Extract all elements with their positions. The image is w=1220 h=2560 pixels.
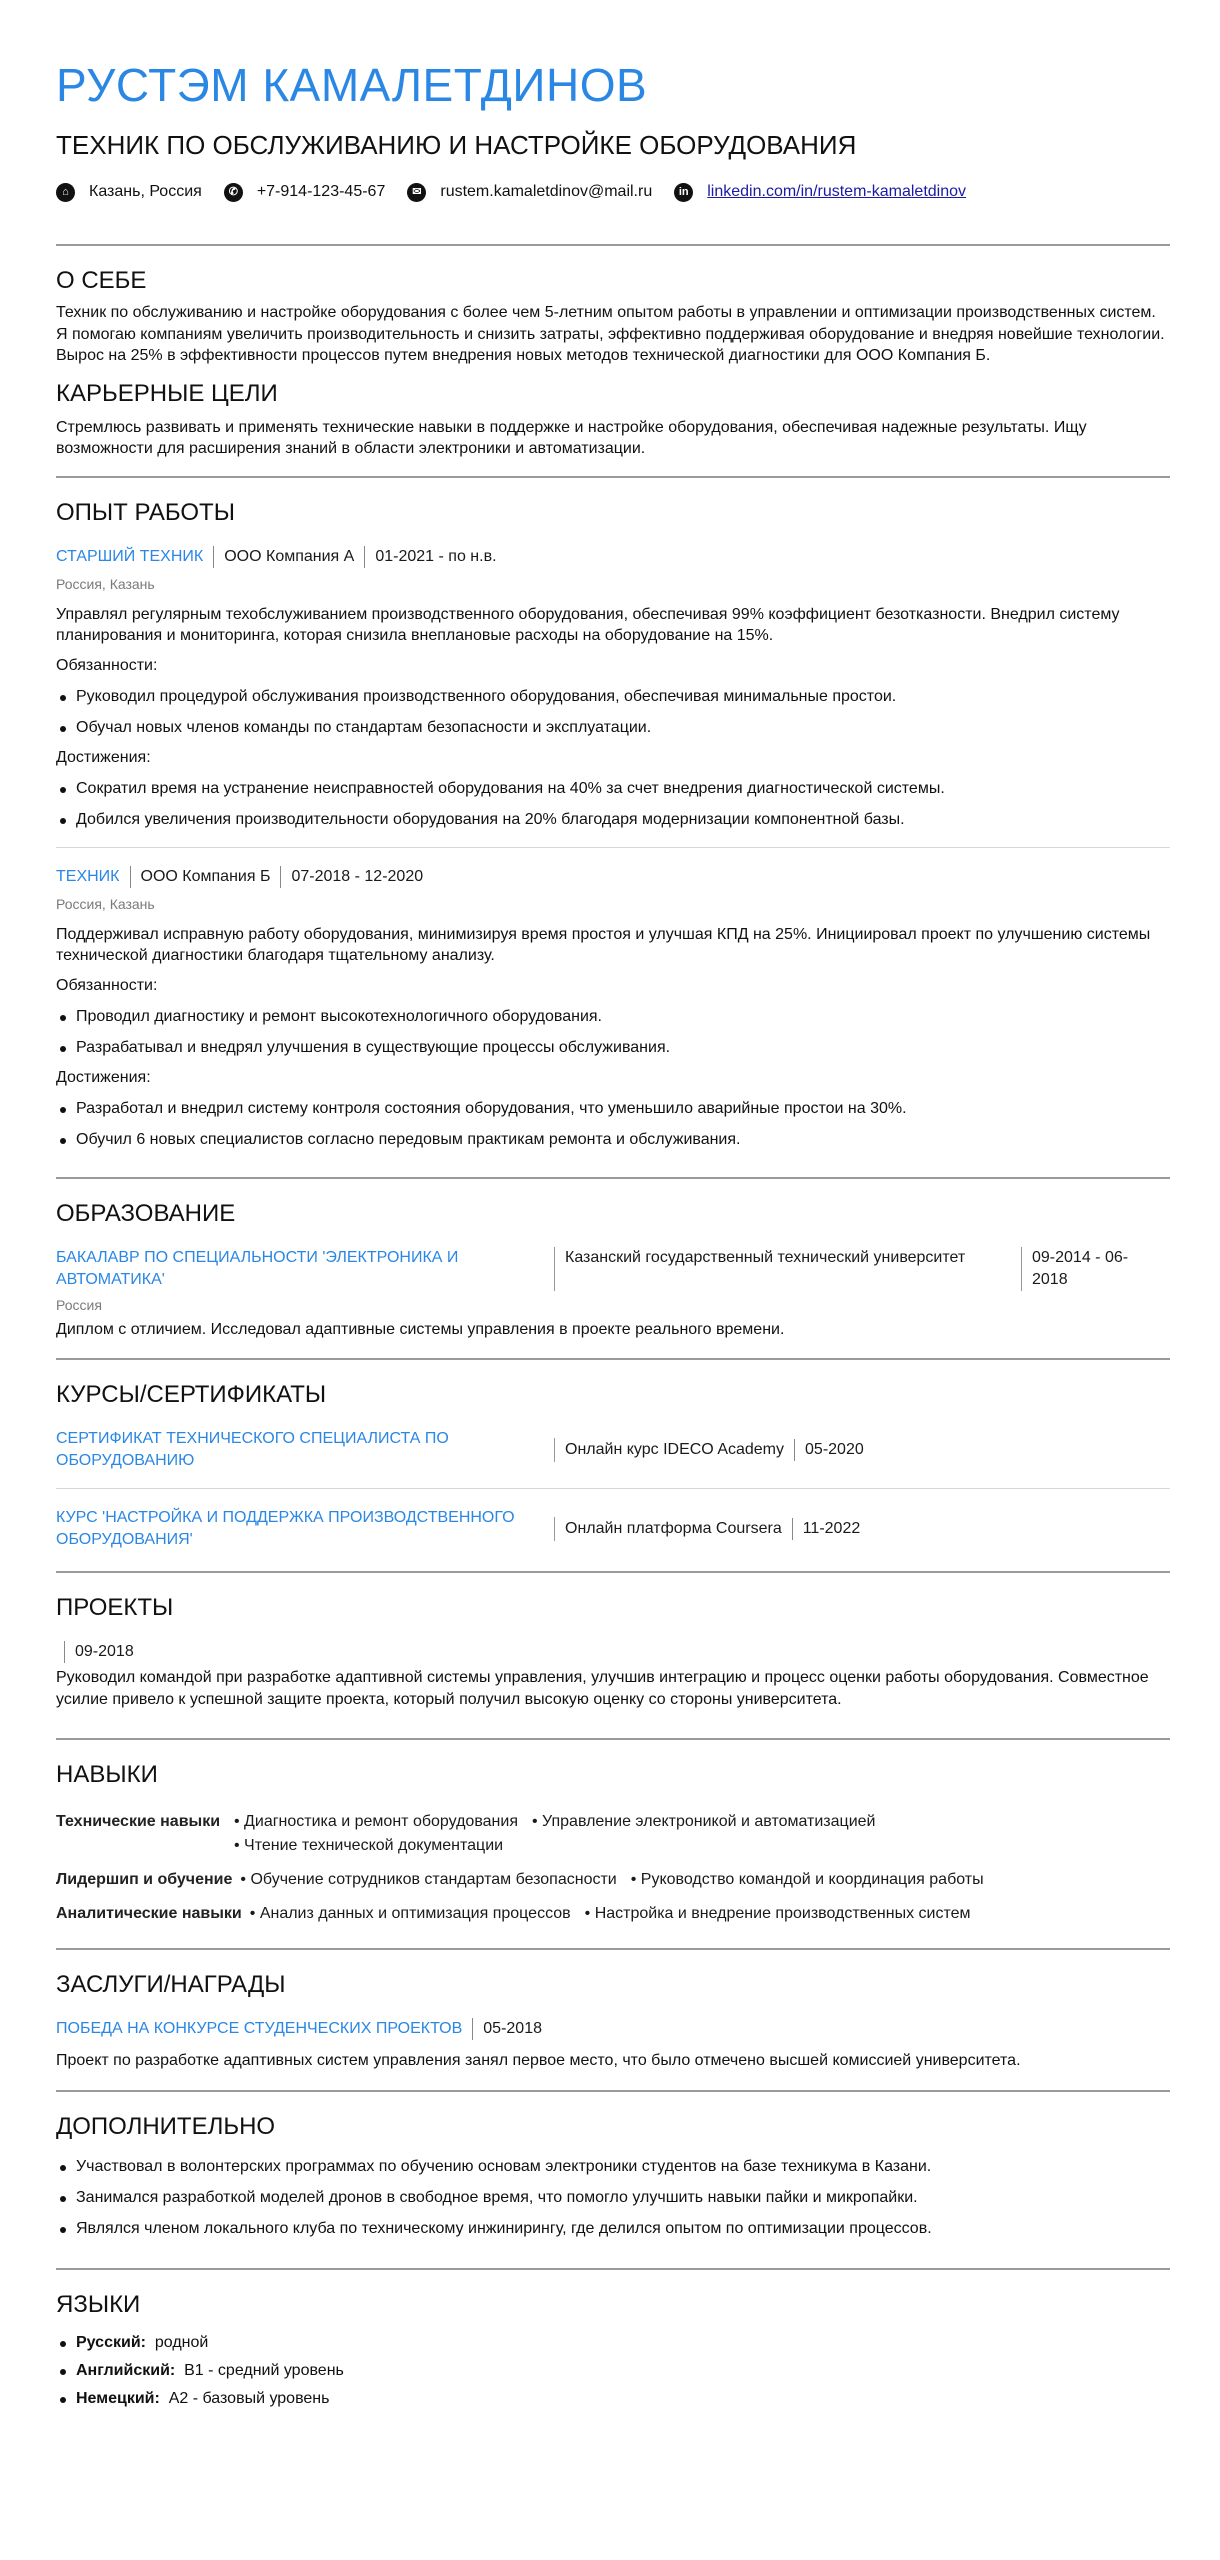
job-company: ООО Компания А: [224, 547, 355, 565]
contact-location: [56, 183, 202, 202]
section-title-skills: НАВЫКИ: [56, 1761, 158, 1788]
divider: [56, 1177, 1170, 1179]
divider: [56, 2090, 1170, 2092]
language-level: B1 - средний уровень: [184, 2361, 344, 2379]
section-title-goals: КАРЬЕРНЫЕ ЦЕЛИ: [56, 379, 278, 407]
award-name: ПОБЕДА НА КОНКУРСЕ СТУДЕНЧЕСКИХ ПРОЕКТОВ: [56, 2020, 463, 2037]
list-item: Обучил 6 новых специалистов согласно передовым практикам ремонта и обслуживания.: [56, 1129, 1170, 1151]
project-date: 09-2018: [75, 1643, 134, 1660]
job-summary: Управлял регулярным техобслуживанием производственного оборудования, обеспечивая 99% коэффициент безотказности. Внедрил систему планирования и мониторинга, которая снизила внеплановые расходы на оборудование на 15%.: [56, 605, 1120, 644]
separator: [213, 546, 214, 568]
award-header: [56, 2018, 1170, 2040]
linkedin-icon: in: [674, 183, 693, 202]
skills-group: [56, 1902, 1170, 1926]
education-dates: 09-2014 - 06-2018: [1021, 1247, 1152, 1291]
language-level: родной: [154, 2333, 209, 2351]
language-name: Русский:: [76, 2333, 146, 2351]
envelope-icon: ✉: [407, 183, 426, 202]
language-item: [56, 2332, 1170, 2354]
course-name: КУРС 'НАСТРОЙКА И ПОДДЕРЖКА ПРОИЗВОДСТВЕННОГО ОБОРУДОВАНИЯ': [56, 1509, 515, 1548]
list-item: Обучал новых членов команды по стандартам безопасности и эксплуатации.: [56, 717, 1170, 739]
candidate-title: ТЕХНИК ПО ОБСЛУЖИВАНИЮ И НАСТРОЙКЕ ОБОРУДОВАНИЯ: [56, 130, 857, 160]
education-location: Россия: [56, 1296, 102, 1313]
additional-list: [56, 2156, 1170, 2240]
separator: [130, 866, 131, 888]
divider: [56, 1358, 1170, 1360]
course-name: СЕРТИФИКАТ ТЕХНИЧЕСКОГО СПЕЦИАЛИСТА ПО ОБОРУДОВАНИЮ: [56, 1430, 449, 1469]
separator: [472, 2018, 473, 2040]
job-company: ООО Компания Б: [140, 867, 271, 885]
skills-list: [232, 1868, 989, 1892]
section-skills: [56, 1760, 1170, 1926]
divider: [56, 244, 1170, 246]
section-title-projects: ПРОЕКТЫ: [56, 1594, 174, 1621]
goals-text: Стремлюсь развивать и применять технические навыки в поддержке и настройке оборудования, обеспечивая надежные результаты. Ищу возможности для расширения знаний в области электроники и автоматизации.: [56, 418, 1087, 457]
section-title-experience: ОПЫТ РАБОТЫ: [56, 498, 235, 526]
job-location: Россия, Казань: [56, 575, 155, 592]
section-title-education: ОБРАЗОВАНИЕ: [56, 1199, 236, 1227]
job-location: Россия, Казань: [56, 895, 155, 912]
contact-email[interactable]: [407, 183, 652, 202]
section-title-additional: ДОПОЛНИТЕЛЬНО: [56, 2112, 276, 2140]
skill-item: • Руководство командой и координация работы: [631, 1868, 984, 1892]
candidate-name: РУСТЭМ КАМАЛЕТДИНОВ: [56, 59, 648, 111]
home-icon: ⌂: [56, 183, 75, 202]
list-item: Участвовал в волонтерских программах по обучению основам электроники студентов на базе техникума в Казани.: [56, 2156, 1170, 2178]
divider: [56, 1571, 1170, 1573]
job-summary: Поддерживал исправную работу оборудования, минимизируя время простоя и улучшая КПД на 25%. Инициировал проект по улучшению системы технической диагностики благодаря тщательному анализу.: [56, 925, 1151, 964]
section-title-about: О СЕБЕ: [56, 267, 147, 294]
list-item: Являлся членом локального клуба по техническому инжинирингу, где делился опытом по оптимизации процессов.: [56, 2218, 1170, 2240]
job-entry: [56, 866, 1170, 1151]
section-courses: [56, 1380, 1170, 1551]
language-name: Английский:: [76, 2361, 176, 2379]
duties-label: Обязанности:: [56, 976, 158, 994]
section-additional: [56, 2112, 1170, 2240]
achievements-list: [56, 778, 1170, 831]
entry-divider: [56, 847, 1170, 848]
section-title-languages: ЯЗЫКИ: [56, 2290, 141, 2318]
list-item: Занимался разработкой моделей дронов в свободное время, что помогло улучшить навыки пайки и микропайки.: [56, 2187, 1170, 2209]
list-item: Сократил время на устранение неисправностей оборудования на 40% за счет внедрения диагностической системы.: [56, 778, 1170, 800]
job-header: [56, 866, 1170, 888]
languages-list: [56, 2332, 1170, 2410]
entry-divider: [56, 1488, 1170, 1489]
linkedin-link[interactable]: linkedin.com/in/rustem-kamaletdinov: [707, 183, 967, 200]
skill-item: • Чтение технической документации: [234, 1834, 503, 1858]
list-item: Разработал и внедрил систему контроля состояния оборудования, что уменьшило аварийные простои на 30%.: [56, 1098, 1170, 1120]
skills-group: [56, 1868, 1170, 1892]
section-title-courses: КУРСЫ/СЕРТИФИКАТЫ: [56, 1381, 327, 1408]
skill-item: • Диагностика и ремонт оборудования: [234, 1810, 518, 1834]
job-entry: [56, 546, 1170, 831]
skills-category: Технические навыки: [56, 1813, 221, 1830]
language-item: [56, 2388, 1170, 2410]
language-name: Немецкий:: [76, 2389, 160, 2407]
course-meta: [554, 1438, 864, 1462]
education-institution: Казанский государственный технический университет: [554, 1247, 1021, 1291]
job-role: ТЕХНИК: [56, 867, 120, 885]
contact-linkedin[interactable]: [674, 183, 966, 202]
education-entry: [56, 1247, 1170, 1291]
skills-list: [226, 1810, 1006, 1858]
separator: [280, 866, 281, 888]
skills-category: Аналитические навыки: [56, 1905, 242, 1922]
section-experience: [56, 498, 1170, 1151]
email-text[interactable]: rustem.kamaletdinov@mail.ru: [440, 183, 653, 200]
skills-group: [56, 1810, 1170, 1858]
phone-icon: ✆: [224, 183, 243, 202]
contact-bar: [56, 180, 1170, 204]
language-item: [56, 2360, 1170, 2382]
course-date: 11-2022: [802, 1520, 861, 1537]
section-languages: [56, 2290, 1170, 2410]
duties-list: [56, 686, 1170, 739]
skill-item: • Настройка и внедрение производственных систем: [585, 1902, 971, 1926]
course-meta: [554, 1517, 860, 1541]
skill-item: • Обучение сотрудников стандартам безопасности: [240, 1868, 616, 1892]
skill-item: • Управление электроникой и автоматизацией: [532, 1810, 875, 1834]
achievements-list: [56, 1098, 1170, 1151]
section-awards: [56, 1970, 1170, 2072]
course-date: 05-2020: [805, 1441, 864, 1458]
section-about: [56, 266, 1170, 367]
separator: [792, 1518, 793, 1540]
award-description: Проект по разработке адаптивных систем управления занял первое место, что было отмечено высшей комиссией университета.: [56, 2052, 1021, 2069]
divider: [56, 476, 1170, 478]
duties-list: [56, 1006, 1170, 1059]
location-text: Казань, Россия: [89, 183, 202, 200]
divider: [56, 1738, 1170, 1740]
education-description: Диплом с отличием. Исследовал адаптивные системы управления в проекте реального времени.: [56, 1320, 785, 1338]
section-title-awards: ЗАСЛУГИ/НАГРАДЫ: [56, 1971, 286, 1998]
divider: [56, 1948, 1170, 1950]
education-degree: БАКАЛАВР ПО СПЕЦИАЛЬНОСТИ 'ЭЛЕКТРОНИКА И АВТОМАТИКА': [56, 1248, 459, 1288]
course-provider: Онлайн платформа Coursera: [565, 1520, 782, 1537]
list-item: Руководил процедурой обслуживания производственного оборудования, обеспечивая минимальные простои.: [56, 686, 1170, 708]
section-projects: [56, 1593, 1170, 1710]
list-item: Разрабатывал и внедрял улучшения в существующие процессы обслуживания.: [56, 1037, 1170, 1059]
course-provider: Онлайн курс IDECO Academy: [565, 1441, 785, 1458]
separator: [794, 1439, 795, 1461]
skills-category: Лидершип и обучение: [56, 1871, 233, 1888]
contact-phone[interactable]: [224, 183, 386, 202]
skills-list: [242, 1902, 977, 1926]
award-date: 05-2018: [483, 2020, 542, 2037]
skill-item: • Анализ данных и оптимизация процессов: [250, 1902, 571, 1926]
language-level: A2 - базовый уровень: [168, 2389, 330, 2407]
phone-text[interactable]: +7-914-123-45-67: [256, 183, 386, 200]
job-dates: 07-2018 - 12-2020: [291, 867, 424, 885]
job-header: [56, 546, 1170, 568]
section-goals: [56, 379, 1170, 460]
separator: [364, 546, 365, 568]
achievements-label: Достижения:: [56, 1068, 151, 1086]
job-dates: 01-2021 - по н.в.: [375, 547, 497, 565]
project-header: [56, 1641, 1170, 1663]
list-item: Проводил диагностику и ремонт высокотехнологичного оборудования.: [56, 1006, 1170, 1028]
job-role: СТАРШИЙ ТЕХНИК: [56, 547, 204, 565]
course-entry: [56, 1428, 1170, 1472]
divider: [56, 2268, 1170, 2270]
section-education: [56, 1199, 1170, 1341]
duties-label: Обязанности:: [56, 656, 158, 674]
list-item: Добился увеличения производительности оборудования на 20% благодаря модернизации компонентной базы.: [56, 809, 1170, 831]
separator: [64, 1641, 65, 1663]
achievements-label: Достижения:: [56, 748, 151, 766]
about-text: Техник по обслуживанию и настройке оборудования с более чем 5-летним опытом работы в управлении и оптимизации производственных систем. Я помогаю компаниям увеличить производительность и снизить затраты, эффективно поддерживая оборудование и внедряя новейшие технологии. Вырос на 25% в эффективности процессов путем внедрения новых методов технической диагностики для ООО Компания Б.: [56, 304, 1165, 364]
project-description: Руководил командой при разработке адаптивной системы управления, улучшив интеграцию и процесс оценки работы оборудования. Совместное усилие привело к успешной защите проекта, который получил высокую оценку со стороны университета.: [56, 1669, 1149, 1708]
course-entry: [56, 1507, 1170, 1551]
